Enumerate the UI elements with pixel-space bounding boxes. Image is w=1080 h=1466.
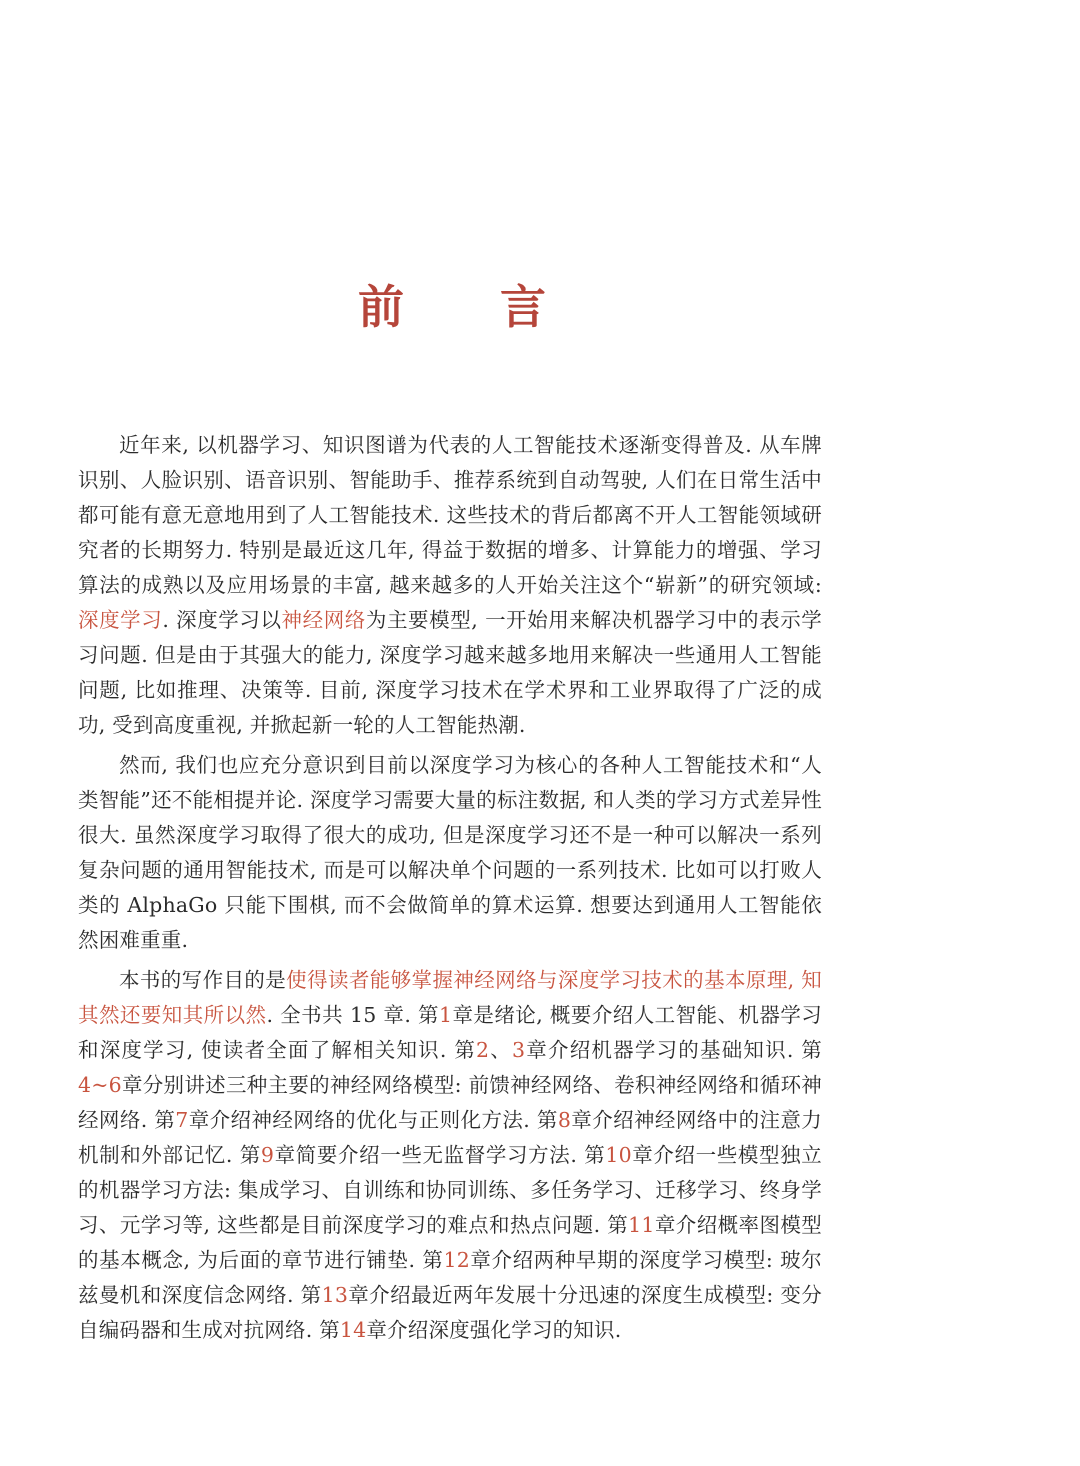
text-run: 章是绪论, 概要介绍人工智能、机器学习和深度学习, 使读者全面了解相关知识. 第 bbox=[78, 1003, 822, 1062]
text-run: 章介绍最近两年发展十分迅速的深度生成模型: 变分自编码器和生成对抗网络. 第 bbox=[78, 1283, 822, 1342]
term-deep-learning: 深度学习 bbox=[78, 608, 163, 632]
paragraph-3 bbox=[78, 963, 822, 1348]
chapter-number: 12 bbox=[443, 1248, 470, 1272]
preface-body bbox=[78, 428, 822, 1353]
text-run: 本书的写作目的是 bbox=[119, 968, 287, 992]
term-neural-network: 神经网络 bbox=[281, 608, 366, 632]
chapter-number: 11 bbox=[628, 1213, 655, 1237]
chapter-number: 4~6 bbox=[78, 1073, 122, 1097]
text-run: 章介绍两种早期的深度学习模型: 玻尔兹曼机和深度信念网络. 第 bbox=[78, 1248, 822, 1307]
book-goal-highlight: 使得读者能够掌握神经网络与深度学习技术的基本原理, 知其然还要知其所以然 bbox=[78, 968, 822, 1027]
title-char-1: 前 bbox=[358, 280, 404, 334]
text-run: 、 bbox=[489, 1038, 513, 1062]
text-run: 章介绍概率图模型的基本概念, 为后面的章节进行铺垫. 第 bbox=[78, 1213, 822, 1272]
page-title bbox=[0, 272, 1080, 352]
paragraph-1 bbox=[78, 428, 822, 743]
text-run: 章介绍神经网络中的注意力机制和外部记忆. 第 bbox=[78, 1108, 822, 1167]
text-run: 章介绍一些模型独立的机器学习方法: 集成学习、自训练和协同训练、多任务学习、迁移学习、终身学习、元学习等, 这些都是目前深度学习的难点和热点问题. 第 bbox=[78, 1143, 822, 1237]
text-run: 章分别讲述三种主要的神经网络模型: 前馈神经网络、卷积神经网络和循环神经网络. 第 bbox=[78, 1073, 822, 1132]
paragraph-2: 然而, 我们也应充分意识到目前以深度学习为核心的各种人工智能技术和“人类智能”还不能相提并论. 深度学习需要大量的标注数据, 和人类的学习方式差异性很大. 虽然深度学习取得了很大的成功, 但是深度学习还不是一种可以解决一系列复杂问题的通用智能技术, 而是可以解决单个问题的一系列技术. 比如可以打败人类的 AlphaGo 只能下围棋, 而不会做简单的算术运算. 想要达到通用人工智能依然困难重重. bbox=[78, 753, 822, 952]
text-run: 近年来, 以机器学习、知识图谱为代表的人工智能技术逐渐变得普及. 从车牌识别、人脸识别、语音识别、智能助手、推荐系统到自动驾驶, 人们在日常生活中都可能有意无意地用到了人工智能技术. 这些技术的背后都离不开人工智能领域研究者的长期努力. 特别是最近这几年, 得益于数据的增多、计算能力的增强、学习算法的成熟以及应用场景的丰富, 越来越多的人开始关注这个“崭新”的研究领域: bbox=[78, 433, 822, 597]
text-run: 章介绍机器学习的基础知识. 第 bbox=[525, 1038, 822, 1062]
chapter-number: 9 bbox=[260, 1143, 275, 1167]
title-char-2: 言 bbox=[500, 280, 546, 334]
chapter-number: 13 bbox=[321, 1283, 349, 1307]
text-run: 章简要介绍一些无监督学习方法. 第 bbox=[274, 1143, 606, 1167]
chapter-number: 14 bbox=[339, 1318, 367, 1342]
chapter-number: 7 bbox=[175, 1108, 189, 1132]
text-run: . 深度学习以 bbox=[162, 608, 282, 632]
text-run: 章介绍神经网络的优化与正则化方法. 第 bbox=[188, 1108, 558, 1132]
chapter-number: 8 bbox=[557, 1108, 572, 1132]
chapter-number: 10 bbox=[605, 1143, 632, 1167]
chapter-number: 1 bbox=[438, 1003, 453, 1027]
text-run: . 全书共 15 章. 第 bbox=[266, 1003, 439, 1027]
text-run: 章介绍深度强化学习的知识. bbox=[366, 1318, 622, 1342]
chapter-number: 3 bbox=[512, 1038, 526, 1062]
chapter-number: 2 bbox=[476, 1038, 490, 1062]
text-run: 为主要模型, 一开始用来解决机器学习中的表示学习问题. 但是由于其强大的能力, 深度学习越来越多地用来解决一些通用人工智能问题, 比如推理、决策等. 目前, 深度学习技术在学术界和工业界取得了广泛的成功, 受到高度重视, 并掀起新一轮的人工智能热潮. bbox=[78, 608, 822, 737]
